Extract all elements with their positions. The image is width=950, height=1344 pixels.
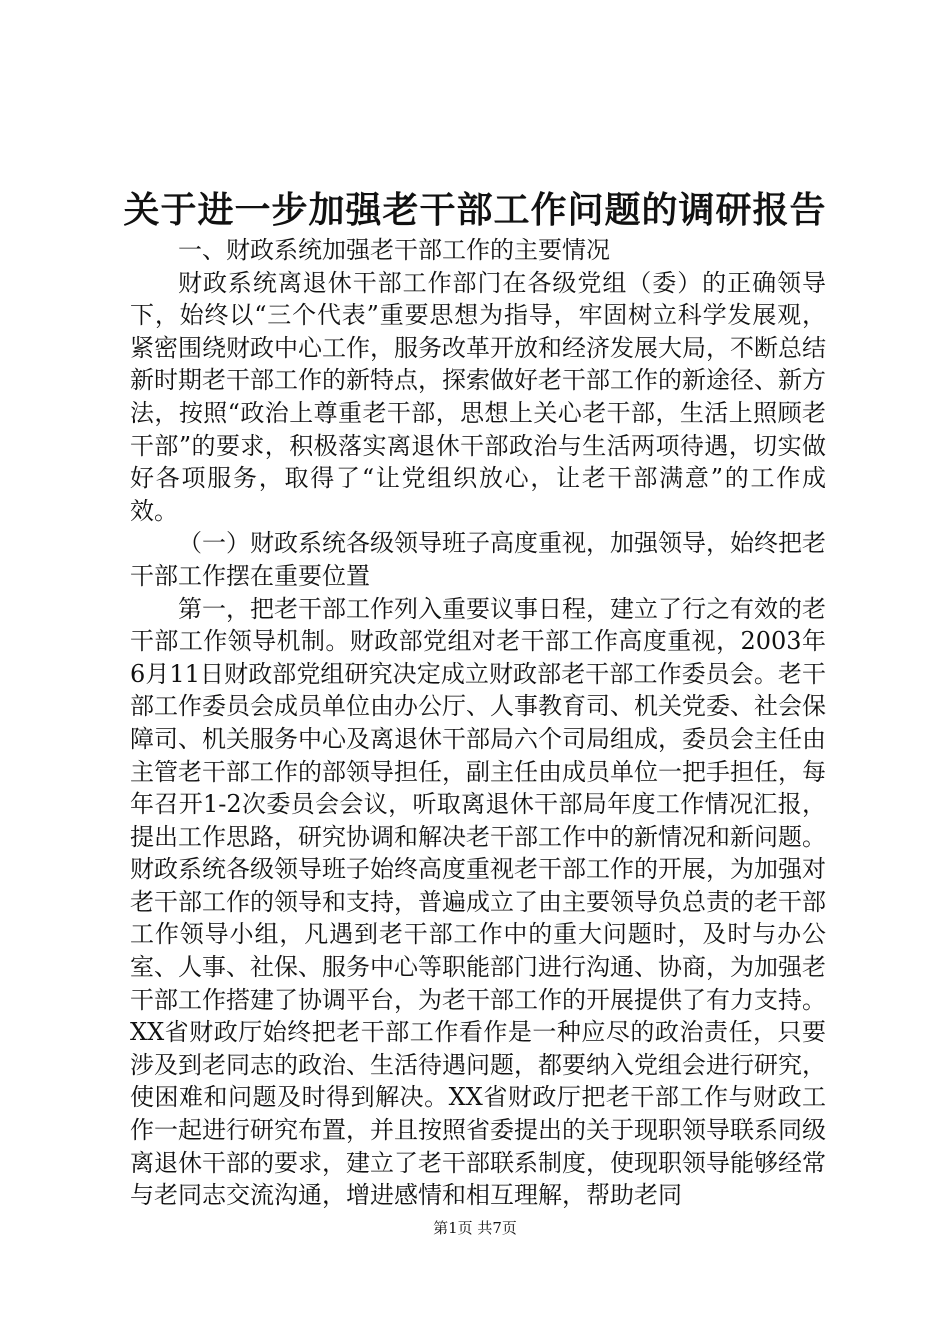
paragraph-2: 第一，把老干部工作列入重要议事日程，建立了行之有效的老干部工作领导机制。财政部党组对老干部工作高度重视，2003年6月11日财政部党组研究决定成立财政部老干部工作委员会。老干部工作委员会成员单位由办公厅、人事教育司、机关党委、社会保障司、机关服务中心及离退休干部局六个司局组成，委员会主任由主管老干部工作的部领导担任，副主任由成员单位一把手担任，每年召开1-2次委员会会议，听取离退休干部局年度工作情况汇报，提出工作思路，研究协调和解决老干部工作中的新情况和新问题。财政系统各级领导班子始终高度重视老干部工作的开展，为加强对老干部工作的领导和支持，普遍成立了由主要领导负总责的老干部工作领导小组，凡遇到老干部工作中的重大问题时，及时与办公室、人事、社保、服务中心等职能部门进行沟通、协商，为加强老干部工作搭建了协调平台，为老干部工作的开展提供了有力支持。XX省财政厅始终把老干部工作看作是一种应尽的政治责任，只要涉及到老同志的政治、生活待遇问题，都要纳入党组会进行研究，使困难和问题及时得到解决。XX省财政厅把老干部工作与财政工作一起进行研究布置，并且按照省委提出的关于现职领导联系同级离退休干部的要求，建立了老干部联系制度，使现职领导能够经常与老同志交流沟通，增进感情和相互理解，帮助老同 (130, 594, 826, 1210)
document-body (130, 234, 826, 1212)
document-title: 关于进一步加强老干部工作问题的调研报告 (123, 190, 827, 231)
subsection-heading-1: （一）财政系统各级领导班子高度重视，加强领导，始终把老干部工作摆在重要位置 (130, 529, 826, 590)
page-number-footer: 第1页 共7页 (433, 1219, 517, 1237)
section-heading-1: 一、财政系统加强老干部工作的主要情况 (178, 236, 610, 264)
paragraph-1: 财政系统离退休干部工作部门在各级党组（委）的正确领导下，始终以“三个代表”重要思想为指导，牢固树立科学发展观，紧密围绕财政中心工作，服务改革开放和经济发展大局，不断总结新时期老干部工作的新特点，探索做好老干部工作的新途径、新方法，按照“政治上尊重老干部，思想上关心老干部，生活上照顾老干部”的要求，积极落实离退休干部政治与生活两项待遇，切实做好各项服务，取得了“让党组织放心，让老干部满意”的工作成效。 (130, 268, 826, 525)
